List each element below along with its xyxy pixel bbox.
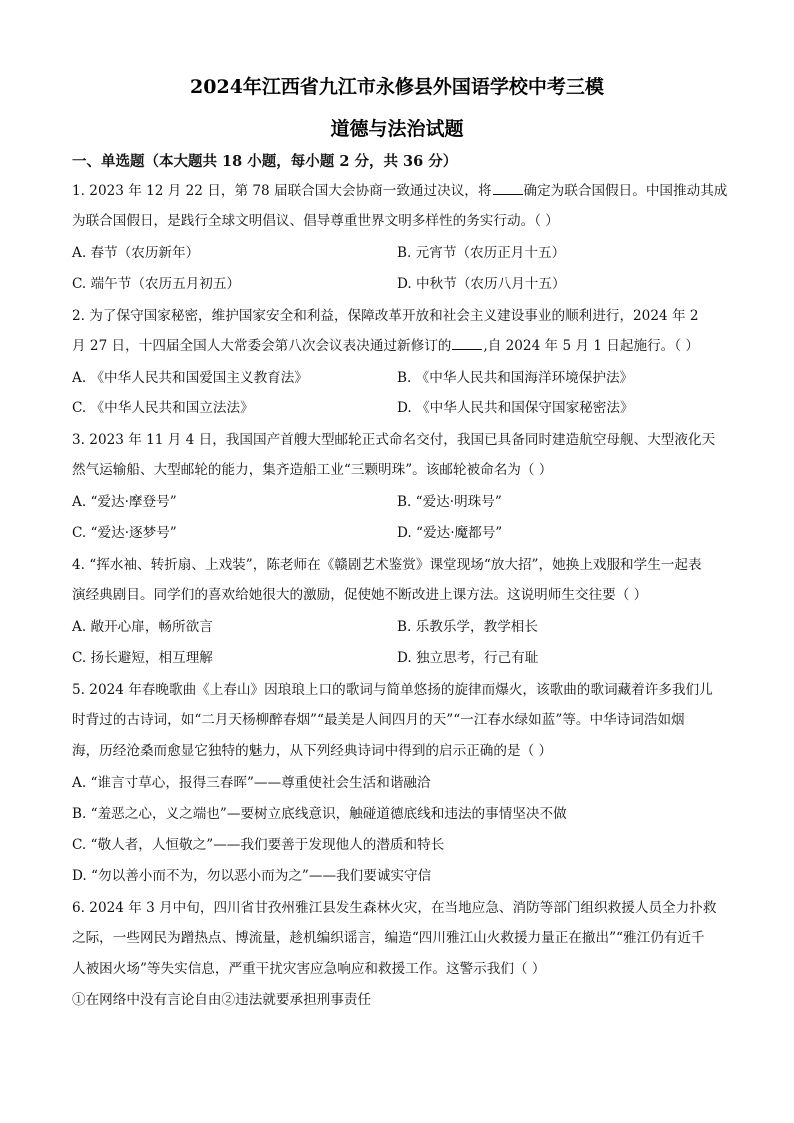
question-1-option-b: B. 元宵节（农历正月十五） xyxy=(397,245,566,261)
question-2-option-c: C. 《中华人民共和国立法法》 xyxy=(72,400,254,416)
question-5-option-c: C. “敬人者，人恒敬之”——我们要善于发现他人的潜质和特长 xyxy=(72,837,445,853)
question-2-option-b: B. 《中华人民共和国海洋环境保护法》 xyxy=(397,370,634,386)
answer-blank xyxy=(452,337,482,350)
question-5-line-1: 5. 2024 年春晚歌曲《上春山》因琅琅上口的歌词与简单悠扬的旋律而爆火，该歌曲的歌词藏着许多我们儿 xyxy=(72,682,713,698)
question-1-line-2: 为联合国假日，是践行全球文明倡议、倡导尊重世界文明多样性的务实行动。（ ） xyxy=(72,213,559,229)
question-1-option-c: C. 端午节（农历五月初五） xyxy=(72,276,241,292)
question-4-line-2: 演经典剧目。同学们的喜欢给她很大的激励，促使她不断改进上课方法。这说明师生交往要（ ） xyxy=(72,587,648,603)
question-5-option-b: B. “羞恶之心，义之端也”—要树立底线意识，触碰道德底线和违法的事情坚决不做 xyxy=(72,806,567,822)
exam-title: 2024年江西省九江市永修县外国语学校中考三模 xyxy=(190,76,604,98)
question-4-option-a: A. 敞开心扉，畅所欲言 xyxy=(72,619,213,635)
question-4-line-1: 4. “挥水袖、转折扇、上戏装”，陈老师在《赣剧艺术鉴赏》课堂现场“放大招”，她换上戏服和学生一起表 xyxy=(72,557,702,573)
question-6-line-1: 6. 2024 年 3 月中旬，四川省甘孜州雅江县发生森林火灾，在当地应急、消防等部门组织救援人员全力扑救 xyxy=(72,900,717,916)
question-4-option-d: D. 独立思考，行己有耻 xyxy=(397,650,539,666)
question-5-line-3: 海，历经沧桑而愈显它独特的魅力，从下列经典诗词中得到的启示正确的是（ ） xyxy=(72,743,553,759)
question-3-option-c: C. “爱达·逐梦号” xyxy=(72,525,177,541)
question-3-option-a: A. “爱达·摩登号” xyxy=(72,494,177,510)
question-1-line-1: 1. 2023 年 12 月 22 日，第 78 届联合国大会协商一致通过决议，将 确定为联合国假日。中国推动其成 xyxy=(72,183,728,199)
question-6-line-2: 之际，一些网民为蹭热点、博流量，趁机编织谣言，编造“四川雅江山火救援力量正在撤出”“雅江仍有近千 xyxy=(72,930,705,946)
question-5-line-2: 时背过的古诗词，如“二月天杨柳醉春烟”“最美是人间四月的天”“一江春水绿如蓝”等。中华诗词浩如烟 xyxy=(72,712,685,728)
question-2-line-2: 月 27 日，十四届全国人大常委会第八次会议表决通过新修订的 ,自 2024 年 5 月 1 日起施行。（ ） xyxy=(72,338,699,354)
exam-subject: 道德与法治试题 xyxy=(330,118,464,140)
question-2-line-1: 2. 为了保守国家秘密，维护国家安全和利益，保障改革开放和社会主义建设事业的顺利进行，2024 年 2 xyxy=(72,308,699,324)
question-3-option-d: D. “爱达·魔都号” xyxy=(397,525,503,541)
question-5-option-a: A. “谁言寸草心，报得三春晖”——尊重使社会生活和谐融洽 xyxy=(72,775,431,791)
question-3-option-b: B. “爱达·明珠号” xyxy=(397,494,502,510)
question-1-option-d: D. 中秋节（农历八月十五） xyxy=(397,276,566,292)
question-6-statements: ①在网络中没有言论自由②违法就要承担刑事责任 xyxy=(72,992,372,1008)
question-3-line-1: 3. 2023 年 11 月 4 日，我国国产首艘大型邮轮正式命名交付，我国已具备同时建造航空母舰、大型液化天 xyxy=(72,432,716,448)
answer-blank xyxy=(493,182,523,195)
question-1-option-a: A. 春节（农历新年） xyxy=(72,245,200,261)
question-5-option-d: D. “勿以善小而不为，勿以恶小而为之”——我们要诚实守信 xyxy=(72,868,432,884)
question-3-line-2: 然气运输船、大型邮轮的能力，集齐造船工业“三颗明珠”。该邮轮被命名为（ ） xyxy=(72,462,553,478)
question-4-option-c: C. 扬长避短，相互理解 xyxy=(72,650,213,666)
section-heading: 一、单选题（本大题共 18 小题，每小题 2 分，共 36 分） xyxy=(72,153,458,170)
question-4-option-b: B. 乐教乐学，教学相长 xyxy=(397,619,538,635)
question-2-option-d: D. 《中华人民共和国保守国家秘密法》 xyxy=(397,400,634,416)
question-6-line-3: 人被困火场”等失实信息，严重干扰灾害应急响应和救援工作。这警示我们（ ） xyxy=(72,961,546,977)
question-2-option-a: A. 《中华人民共和国爱国主义教育法》 xyxy=(72,370,308,386)
